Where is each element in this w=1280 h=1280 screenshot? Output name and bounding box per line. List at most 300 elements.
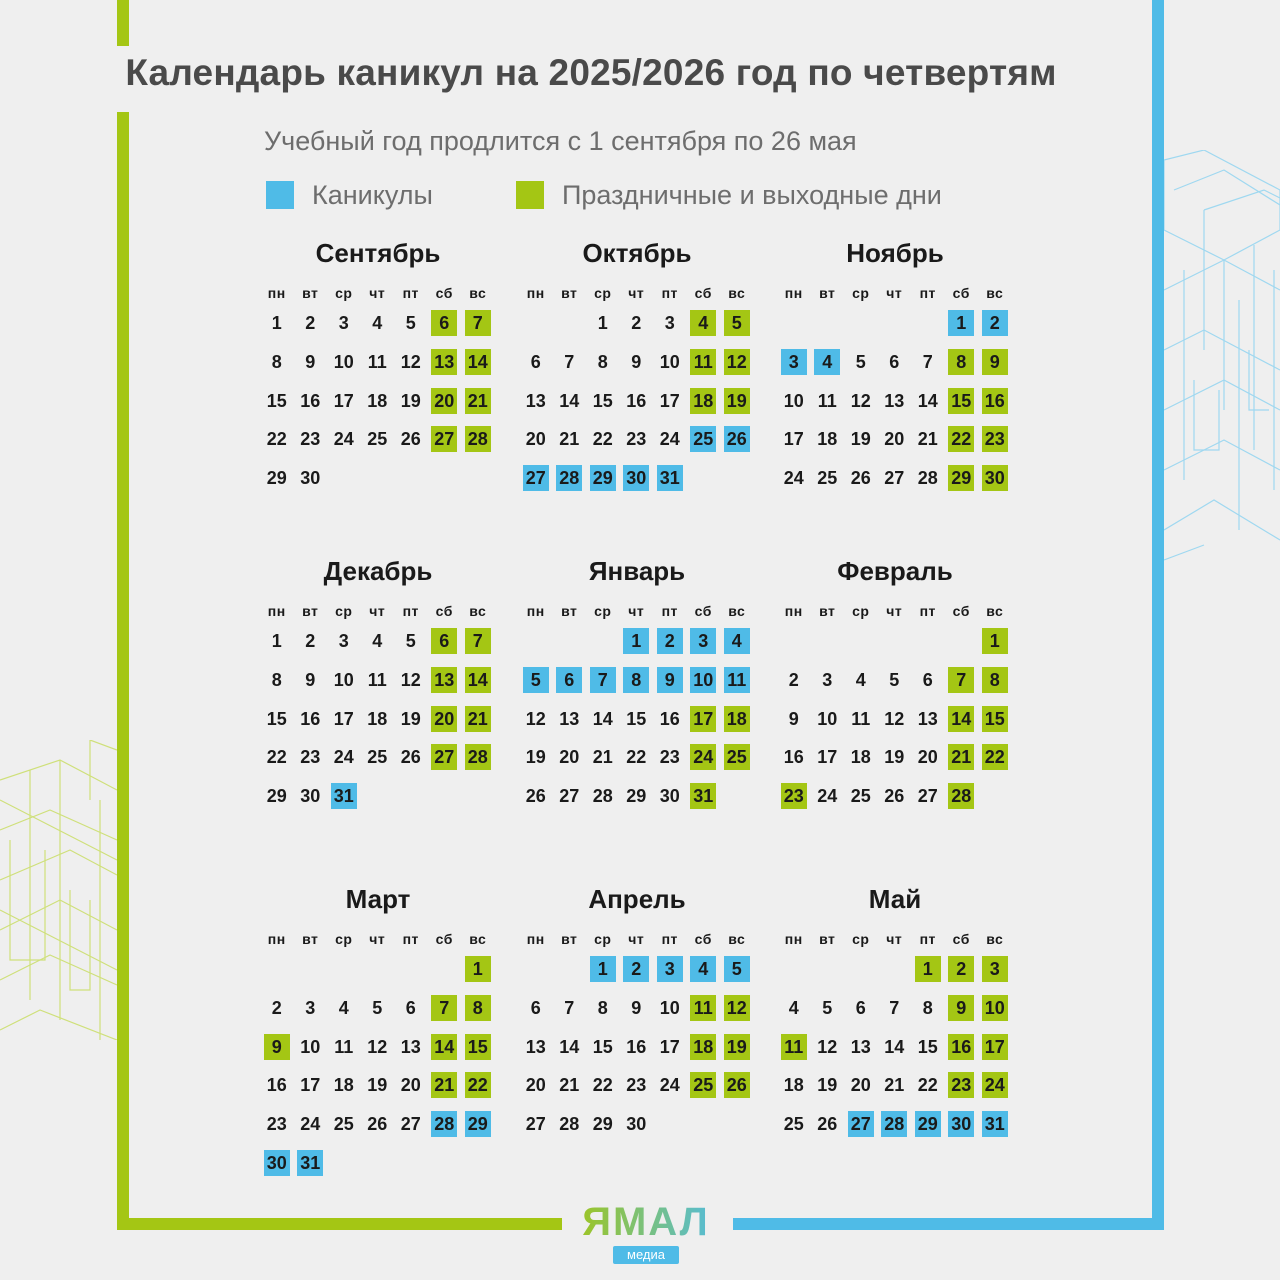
day-cell <box>260 738 294 777</box>
day-cell-holiday <box>461 738 495 777</box>
day-cell <box>294 777 328 816</box>
empty-cell <box>553 950 587 989</box>
month-calendar <box>519 882 755 1143</box>
day-cell <box>361 1105 395 1144</box>
weekday-header: чт <box>369 931 386 947</box>
weekday-header: чт <box>886 285 903 301</box>
day-cell <box>653 989 687 1028</box>
day-cell <box>811 459 845 498</box>
day-cell-holiday <box>461 343 495 382</box>
empty-cell <box>878 304 912 343</box>
day-cell <box>394 381 428 420</box>
weekday-header: вт <box>819 603 836 619</box>
empty-cell <box>777 950 811 989</box>
day-cell-holiday <box>945 989 979 1028</box>
day-cell-holiday <box>461 1066 495 1105</box>
day-number: 2 <box>623 956 649 982</box>
frame-line-green <box>117 112 129 1230</box>
day-cell-vacation <box>586 950 620 989</box>
day-number: 3 <box>338 313 349 334</box>
weekday-header: пт <box>919 931 936 947</box>
weekday-header: пн <box>526 931 545 947</box>
day-number: 7 <box>948 667 974 693</box>
day-number: 9 <box>264 1034 290 1060</box>
weekday-header: сб <box>435 931 453 947</box>
day-number: 2 <box>948 956 974 982</box>
weekday-header: пн <box>267 931 286 947</box>
day-cell-holiday <box>777 1027 811 1066</box>
day-cell-holiday <box>720 343 754 382</box>
weekday-header: вт <box>302 603 319 619</box>
empty-cell <box>519 622 553 661</box>
day-cell <box>586 343 620 382</box>
weekday-header: пт <box>402 931 419 947</box>
weekday-header: ср <box>852 285 870 301</box>
day-number: 14 <box>559 1036 580 1057</box>
legend-holiday-label: Праздничные и выходные дни <box>562 179 942 210</box>
frame-line-blue <box>1152 0 1164 1230</box>
day-cell-vacation <box>720 950 754 989</box>
day-number: 27 <box>917 786 938 807</box>
day-cell-holiday <box>945 950 979 989</box>
day-cell <box>620 1066 654 1105</box>
day-cell <box>586 1066 620 1105</box>
day-number: 8 <box>465 995 491 1021</box>
day-cell-holiday <box>945 343 979 382</box>
day-number: 11 <box>781 1034 807 1060</box>
day-number: 1 <box>271 631 282 652</box>
weekday-header: чт <box>369 285 386 301</box>
day-number: 3 <box>305 998 316 1019</box>
day-cell <box>844 989 878 1028</box>
weekday-header: пн <box>526 285 545 301</box>
day-number: 27 <box>400 1114 421 1135</box>
day-cell <box>327 420 361 459</box>
day-cell-vacation <box>553 661 587 700</box>
day-number: 2 <box>271 998 282 1019</box>
day-cell <box>361 343 395 382</box>
day-cell-holiday <box>461 699 495 738</box>
day-cell-holiday <box>428 661 462 700</box>
day-cell <box>811 1066 845 1105</box>
day-number: 5 <box>724 310 750 336</box>
month-grid <box>519 282 755 497</box>
day-cell <box>294 420 328 459</box>
day-cell <box>911 420 945 459</box>
day-cell <box>878 777 912 816</box>
empty-cell <box>586 622 620 661</box>
day-cell <box>394 699 428 738</box>
day-number: 30 <box>300 468 321 489</box>
day-cell <box>653 699 687 738</box>
day-cell-holiday <box>428 420 462 459</box>
day-cell <box>811 699 845 738</box>
day-cell-vacation <box>687 420 721 459</box>
weekday-header: пт <box>402 603 419 619</box>
day-number: 1 <box>271 313 282 334</box>
day-number: 23 <box>781 783 807 809</box>
weekday-header: пн <box>784 931 803 947</box>
weekday-header: ср <box>852 603 870 619</box>
day-cell <box>878 699 912 738</box>
day-number: 22 <box>266 747 287 768</box>
weekday-header: вс <box>469 603 487 619</box>
day-cell <box>777 1105 811 1144</box>
day-cell <box>361 699 395 738</box>
day-cell <box>653 343 687 382</box>
day-number: 20 <box>917 747 938 768</box>
day-cell <box>878 381 912 420</box>
empty-cell <box>394 950 428 989</box>
day-number: 12 <box>724 349 750 375</box>
day-cell-vacation <box>844 1105 878 1144</box>
day-number: 8 <box>271 352 282 373</box>
day-cell-vacation <box>519 661 553 700</box>
day-cell <box>519 699 553 738</box>
day-number: 15 <box>982 706 1008 732</box>
day-cell <box>361 622 395 661</box>
day-number: 15 <box>626 708 647 729</box>
day-cell-holiday <box>461 304 495 343</box>
day-cell <box>844 777 878 816</box>
day-cell-holiday <box>945 738 979 777</box>
day-number: 15 <box>465 1034 491 1060</box>
day-cell <box>811 738 845 777</box>
weekday-header: чт <box>886 931 903 947</box>
day-number: 23 <box>626 1075 647 1096</box>
day-cell <box>653 1027 687 1066</box>
day-number: 6 <box>556 667 582 693</box>
day-number: 12 <box>817 1036 838 1057</box>
day-cell <box>911 661 945 700</box>
empty-cell <box>294 950 328 989</box>
day-cell-holiday <box>978 1027 1012 1066</box>
legend-holiday-swatch <box>516 181 544 209</box>
weekday-header: вс <box>986 931 1004 947</box>
day-number: 15 <box>266 390 287 411</box>
day-number: 30 <box>982 465 1008 491</box>
weekday-header: вс <box>469 285 487 301</box>
day-number: 16 <box>300 390 321 411</box>
day-number: 14 <box>559 390 580 411</box>
day-cell-vacation <box>687 622 721 661</box>
day-cell <box>553 1105 587 1144</box>
frame-line-blue-bottom <box>733 1218 1164 1230</box>
day-number: 6 <box>855 998 866 1019</box>
frame-line-green-top <box>117 0 129 46</box>
weekday-header: вс <box>986 603 1004 619</box>
day-number: 9 <box>305 670 316 691</box>
day-number: 17 <box>783 429 804 450</box>
day-number: 1 <box>915 956 941 982</box>
day-cell <box>519 343 553 382</box>
day-number: 17 <box>659 1036 680 1057</box>
day-number: 19 <box>850 429 871 450</box>
day-number: 30 <box>948 1111 974 1137</box>
day-cell <box>620 420 654 459</box>
day-cell <box>620 304 654 343</box>
day-cell-vacation <box>653 459 687 498</box>
day-number: 1 <box>597 313 608 334</box>
empty-cell <box>519 950 553 989</box>
day-cell-vacation <box>461 1105 495 1144</box>
day-number: 23 <box>300 747 321 768</box>
empty-cell <box>878 622 912 661</box>
day-cell-holiday <box>945 699 979 738</box>
day-cell <box>394 343 428 382</box>
empty-cell <box>844 622 878 661</box>
day-number: 16 <box>783 747 804 768</box>
day-number: 7 <box>431 995 457 1021</box>
weekday-header: вс <box>728 931 746 947</box>
day-number: 3 <box>690 628 716 654</box>
day-number: 25 <box>850 786 871 807</box>
legend-vacation-label: Каникулы <box>312 179 433 210</box>
legend-vacation-swatch <box>266 181 294 209</box>
weekday-header: сб <box>694 931 712 947</box>
month-grid <box>777 282 1013 497</box>
day-number: 2 <box>305 631 316 652</box>
day-cell <box>620 1105 654 1144</box>
day-number: 4 <box>372 631 383 652</box>
month-grid <box>777 928 1013 1143</box>
day-cell <box>260 420 294 459</box>
day-cell-holiday <box>461 420 495 459</box>
month-calendar <box>519 554 755 815</box>
day-number: 15 <box>917 1036 938 1057</box>
day-number: 1 <box>623 628 649 654</box>
day-number: 14 <box>948 706 974 732</box>
day-cell <box>777 661 811 700</box>
day-cell-holiday <box>978 950 1012 989</box>
day-number: 25 <box>367 747 388 768</box>
day-cell-holiday <box>945 1027 979 1066</box>
day-number: 11 <box>367 352 387 373</box>
day-cell <box>519 1027 553 1066</box>
day-cell-vacation <box>653 661 687 700</box>
weekday-header: вс <box>728 603 746 619</box>
day-cell-holiday <box>687 381 721 420</box>
day-number: 2 <box>631 313 642 334</box>
day-number: 26 <box>817 1114 838 1135</box>
day-number: 19 <box>884 747 905 768</box>
day-number: 7 <box>922 352 933 373</box>
day-number: 29 <box>592 1114 613 1135</box>
weekday-header: сб <box>952 285 970 301</box>
day-cell <box>878 420 912 459</box>
day-number: 4 <box>855 670 866 691</box>
day-cell-vacation <box>260 1143 294 1182</box>
day-number: 8 <box>982 667 1008 693</box>
month-grid <box>260 282 496 497</box>
day-number: 10 <box>333 670 354 691</box>
day-number: 12 <box>884 708 905 729</box>
day-number: 14 <box>884 1036 905 1057</box>
day-cell <box>361 304 395 343</box>
day-cell-holiday <box>720 1027 754 1066</box>
day-number: 21 <box>592 747 613 768</box>
day-cell <box>777 699 811 738</box>
empty-cell <box>777 622 811 661</box>
day-cell <box>911 459 945 498</box>
day-number: 24 <box>982 1072 1008 1098</box>
day-cell <box>394 738 428 777</box>
day-cell <box>811 777 845 816</box>
day-number: 27 <box>884 468 905 489</box>
day-number: 24 <box>817 786 838 807</box>
day-number: 1 <box>465 956 491 982</box>
day-number: 18 <box>367 708 388 729</box>
day-number: 29 <box>948 465 974 491</box>
day-cell-holiday <box>687 738 721 777</box>
day-number: 21 <box>559 429 580 450</box>
day-cell <box>294 381 328 420</box>
day-cell <box>586 738 620 777</box>
day-cell-holiday <box>945 381 979 420</box>
logo-text: ЯМАЛ <box>566 1200 726 1244</box>
day-number: 13 <box>400 1036 421 1057</box>
day-cell <box>519 1105 553 1144</box>
day-number: 2 <box>788 670 799 691</box>
day-cell <box>844 381 878 420</box>
day-number: 8 <box>271 670 282 691</box>
day-cell-holiday <box>720 699 754 738</box>
day-cell-holiday <box>720 304 754 343</box>
day-number: 26 <box>884 786 905 807</box>
day-cell <box>294 622 328 661</box>
day-number: 31 <box>657 465 683 491</box>
day-cell-holiday <box>978 459 1012 498</box>
day-cell <box>777 459 811 498</box>
day-cell-holiday <box>428 304 462 343</box>
day-cell <box>519 989 553 1028</box>
empty-cell <box>428 950 462 989</box>
empty-cell <box>911 622 945 661</box>
day-cell <box>294 304 328 343</box>
day-number: 13 <box>917 708 938 729</box>
day-number: 18 <box>333 1075 354 1096</box>
day-number: 6 <box>431 310 457 336</box>
day-number: 23 <box>948 1072 974 1098</box>
day-cell <box>553 738 587 777</box>
day-number: 3 <box>781 349 807 375</box>
day-number: 24 <box>783 468 804 489</box>
day-cell <box>260 304 294 343</box>
day-cell <box>394 622 428 661</box>
day-number: 26 <box>525 786 546 807</box>
weekday-header: вс <box>728 285 746 301</box>
day-cell-vacation <box>620 661 654 700</box>
weekday-header: ср <box>594 285 612 301</box>
day-number: 21 <box>431 1072 457 1098</box>
day-cell <box>844 661 878 700</box>
day-number: 16 <box>626 390 647 411</box>
day-cell <box>653 738 687 777</box>
day-cell <box>811 420 845 459</box>
empty-cell <box>519 304 553 343</box>
day-cell-holiday <box>687 699 721 738</box>
day-cell <box>911 1027 945 1066</box>
day-number: 18 <box>817 429 838 450</box>
day-number: 24 <box>659 1075 680 1096</box>
day-number: 27 <box>525 1114 546 1135</box>
day-cell <box>878 1027 912 1066</box>
day-cell-holiday <box>978 738 1012 777</box>
day-cell-holiday <box>428 1027 462 1066</box>
day-number: 9 <box>631 352 642 373</box>
month-grid <box>519 928 755 1143</box>
day-cell-vacation <box>687 661 721 700</box>
day-number: 16 <box>626 1036 647 1057</box>
day-cell-vacation <box>945 1105 979 1144</box>
day-cell <box>294 1105 328 1144</box>
day-cell <box>586 381 620 420</box>
day-cell-holiday <box>978 1066 1012 1105</box>
day-number: 25 <box>367 429 388 450</box>
month-grid <box>777 600 1013 815</box>
day-number: 21 <box>948 744 974 770</box>
day-number: 28 <box>917 468 938 489</box>
day-cell <box>327 1066 361 1105</box>
day-number: 12 <box>400 670 421 691</box>
day-cell <box>394 1105 428 1144</box>
weekday-header: сб <box>952 603 970 619</box>
weekday-header: ср <box>594 603 612 619</box>
weekday-header: пн <box>784 285 803 301</box>
day-number: 20 <box>850 1075 871 1096</box>
day-cell <box>586 777 620 816</box>
month-name: Ноябрь <box>846 238 944 268</box>
month-name: Сентябрь <box>315 238 441 268</box>
empty-cell <box>327 950 361 989</box>
day-number: 2 <box>982 310 1008 336</box>
day-cell <box>553 1027 587 1066</box>
month-name: Декабрь <box>323 556 433 586</box>
weekday-header: пт <box>919 603 936 619</box>
day-number: 7 <box>889 998 900 1019</box>
day-cell <box>361 661 395 700</box>
day-number: 5 <box>372 998 383 1019</box>
weekday-header: вс <box>986 285 1004 301</box>
day-cell <box>294 738 328 777</box>
day-cell <box>361 381 395 420</box>
page-title: Календарь каникул на 2025/2026 год по четвертям <box>125 52 1057 93</box>
day-number: 17 <box>659 390 680 411</box>
day-cell <box>586 304 620 343</box>
day-cell-vacation <box>327 777 361 816</box>
day-cell-vacation <box>978 1105 1012 1144</box>
day-number: 8 <box>597 998 608 1019</box>
day-number: 8 <box>948 349 974 375</box>
day-cell <box>394 1066 428 1105</box>
day-cell-holiday <box>945 777 979 816</box>
weekday-header: пн <box>784 603 803 619</box>
day-number: 12 <box>400 352 421 373</box>
day-cell <box>553 381 587 420</box>
day-cell-holiday <box>978 622 1012 661</box>
day-cell-vacation <box>720 420 754 459</box>
day-cell-vacation <box>687 950 721 989</box>
day-cell <box>294 459 328 498</box>
day-cell <box>294 989 328 1028</box>
day-cell-holiday <box>428 989 462 1028</box>
day-number: 30 <box>300 786 321 807</box>
day-cell-vacation <box>978 304 1012 343</box>
day-cell-holiday <box>978 989 1012 1028</box>
day-number: 26 <box>724 426 750 452</box>
month-calendar <box>777 882 1013 1143</box>
day-number: 31 <box>690 783 716 809</box>
